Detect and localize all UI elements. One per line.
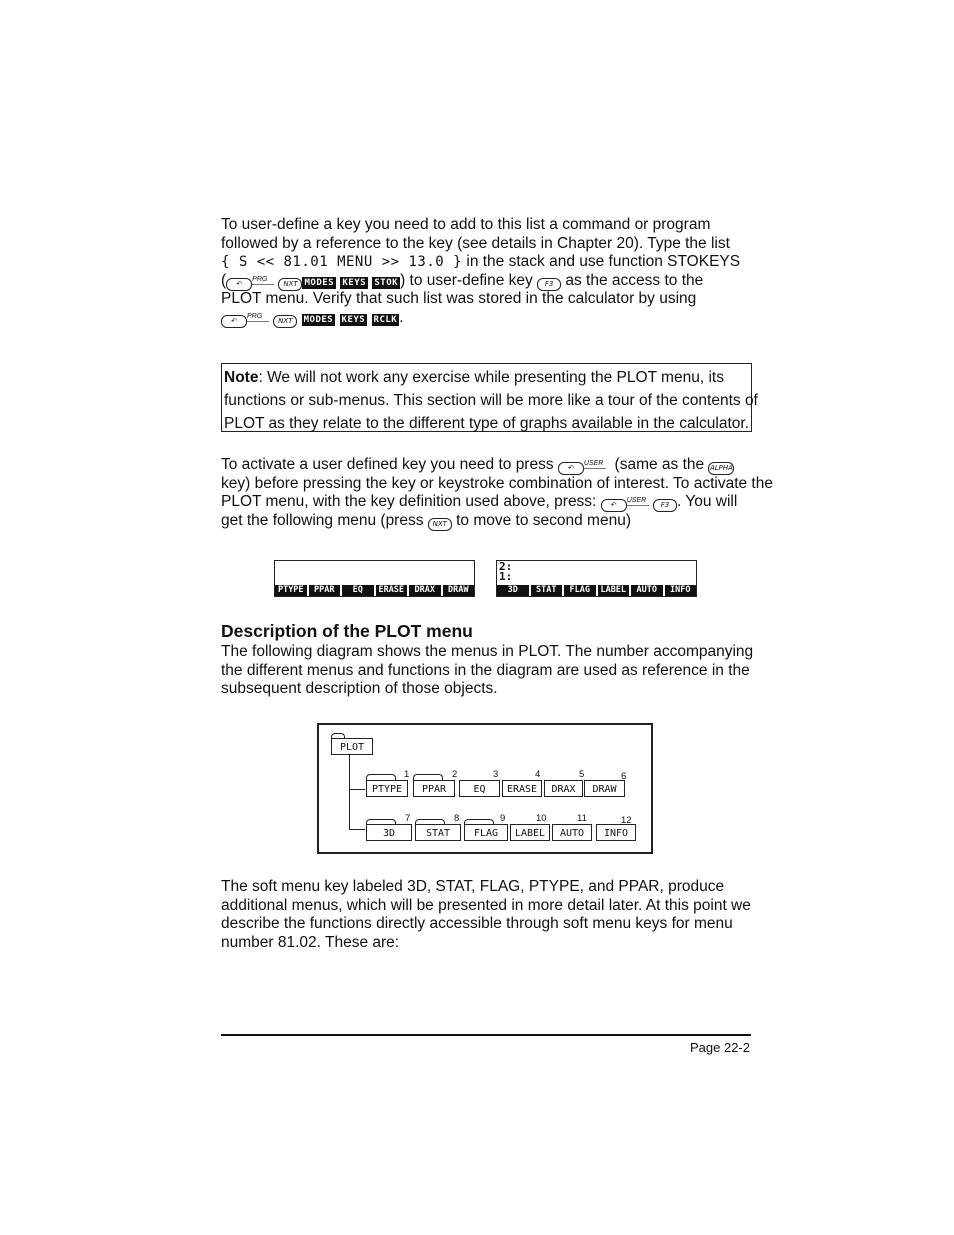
- text-line: [221, 309, 756, 328]
- diagram-number: 7: [405, 813, 411, 824]
- text-fragment: ) to user-define key: [400, 271, 533, 289]
- connector-line: [349, 789, 365, 790]
- diagram-number: 11: [577, 813, 587, 824]
- menu-auto: AUTO: [631, 585, 663, 596]
- diagram-node-eq: EQ: [459, 780, 500, 797]
- diagram-number: 6: [621, 771, 627, 782]
- text-line: functions or sub-menus. This section will be more like a tour of the contents of: [224, 392, 758, 409]
- menu-ppar: PPAR: [309, 585, 341, 596]
- text-line: [221, 456, 756, 475]
- stack-level-2: 2:: [499, 560, 513, 573]
- nxt-key-icon: NXT: [273, 315, 297, 328]
- connector-line: [349, 755, 350, 830]
- text-fragment: . You will: [677, 493, 738, 511]
- diagram-node-3d: 3D: [366, 824, 412, 841]
- diagram-node-ppar: PPAR: [413, 780, 455, 797]
- text-fragment: To activate a user defined key you need to press: [221, 456, 554, 473]
- note-text: [224, 366, 758, 435]
- menu-label: LABEL: [598, 585, 630, 596]
- nxt-key-icon: NXT: [278, 278, 302, 291]
- footer-rule: [221, 1034, 751, 1036]
- text-line: [221, 512, 756, 531]
- menu-info: INFO: [665, 585, 697, 596]
- paragraph-diagram-intro: [221, 643, 756, 699]
- text-line: [221, 253, 756, 272]
- section-heading: Description of the PLOT menu: [221, 621, 473, 641]
- menu-3d: 3D: [497, 585, 529, 596]
- prg-key-label: PRG: [252, 276, 274, 285]
- text-line: The soft menu key labeled 3D, STAT, FLAG, PTYPE, and PPAR, produce: [221, 878, 725, 895]
- text-fragment: to move to second menu): [456, 511, 631, 529]
- diagram-number: 10: [536, 813, 547, 824]
- menu-eq: EQ: [342, 585, 374, 596]
- diagram-number: 12: [621, 815, 632, 826]
- user-key-label: USER: [627, 497, 649, 506]
- diagram-node-erase: ERASE: [502, 780, 542, 797]
- diagram-number: 5: [579, 769, 585, 780]
- text-fragment: PLOT menu, with the key definition used above, press:: [221, 493, 597, 511]
- user-key-label: USER: [584, 460, 606, 469]
- text-line: additional menus, which will be presented in more detail later. At this point we: [221, 896, 751, 914]
- text-fragment: .: [399, 308, 404, 326]
- connector-line: [349, 829, 365, 830]
- text-line: describe the functions directly accessible through soft menu keys for menu: [221, 915, 733, 933]
- menu-flag: FLAG: [564, 585, 596, 596]
- nxt-key-icon: NXT: [428, 518, 452, 531]
- text-fragment: as the access to the: [561, 271, 704, 289]
- menu-erase: ERASE: [376, 585, 408, 596]
- page-number: Page 22-2: [690, 1040, 750, 1055]
- diagram-number: 2: [452, 769, 458, 780]
- menu-stat: STAT: [531, 585, 563, 596]
- note-label: Note: [224, 369, 259, 386]
- text-line: To user-define a key you need to add to this list a command or program: [221, 216, 711, 233]
- keys-softkey-icon: KEYS: [341, 314, 366, 325]
- soft-menu-bar: [497, 585, 696, 596]
- diagram-node-plot: PLOT: [331, 738, 373, 755]
- text-fragment: get the following menu (press: [221, 511, 424, 529]
- text-line: PLOT as they relate to the different type of graphs available in the calculator.: [224, 415, 750, 432]
- plot-menu-diagram: [317, 723, 653, 854]
- text-line: [221, 493, 756, 512]
- text-line: [221, 272, 756, 291]
- stok-softkey-icon: STOK: [374, 277, 399, 288]
- paragraph-soft-menu-keys: [221, 878, 756, 952]
- text-line: number 81.02. These are:: [221, 933, 400, 951]
- text-line: key) before pressing the key or keystroke combination of interest. To activate the: [221, 474, 773, 492]
- calculator-screen-2: [496, 560, 697, 597]
- diagram-node-auto: AUTO: [552, 824, 592, 841]
- prg-key-label: PRG: [247, 313, 269, 322]
- text-line: [224, 366, 750, 389]
- text-fragment: (same as the: [614, 456, 705, 473]
- menu-draw: DRAW: [443, 585, 475, 596]
- diagram-number: 9: [500, 813, 506, 824]
- diagram-node-info: INFO: [596, 824, 636, 841]
- text-line: the different menus and functions in the diagram are used as reference in the: [221, 661, 750, 679]
- diagram-number: 3: [493, 769, 499, 780]
- diagram-node-drax: DRAX: [544, 780, 583, 797]
- modes-softkey-icon: MODES: [303, 314, 334, 325]
- diagram-number: 4: [535, 769, 541, 780]
- text-line: PLOT menu. Verify that such list was stored in the calculator by using: [221, 290, 697, 308]
- diagram-number: 8: [454, 813, 460, 824]
- left-shift-key-icon: ↶: [558, 462, 584, 475]
- diagram-node-label: LABEL: [510, 824, 550, 841]
- stack-level-1: 1:: [499, 570, 513, 583]
- alpha-key-icon: ALPHA: [708, 462, 734, 475]
- diagram-node-ptype: PTYPE: [366, 780, 408, 797]
- diagram-node-flag: FLAG: [464, 824, 508, 841]
- text-line: followed by a reference to the key (see details in Chapter 20). Type the list: [221, 234, 730, 252]
- f3-key-icon: F3: [653, 499, 677, 512]
- paragraph-activate-key: [221, 456, 773, 530]
- code-list: { S << 81.01 MENU >> 13.0 }: [221, 254, 463, 271]
- text-line: The following diagram shows the menus in PLOT. The number accompanying: [221, 643, 754, 660]
- diagram-node-draw: DRAW: [584, 780, 625, 797]
- calculator-screen-1: [274, 560, 475, 597]
- left-shift-key-icon: ↶: [226, 278, 252, 291]
- left-shift-key-icon: ↶: [221, 315, 247, 328]
- soft-menu-bar: [275, 585, 474, 596]
- note-box: [221, 363, 758, 432]
- diagram-node-stat: STAT: [415, 824, 461, 841]
- keys-softkey-icon: KEYS: [342, 277, 367, 288]
- left-shift-key-icon: ↶: [601, 499, 627, 512]
- paragraph-user-define-key: [221, 216, 756, 328]
- text-fragment: in the stack and use function STOKEYS: [462, 253, 741, 271]
- menu-drax: DRAX: [409, 585, 441, 596]
- menu-ptype: PTYPE: [275, 585, 307, 596]
- text-line: subsequent description of those objects.: [221, 680, 498, 698]
- modes-softkey-icon: MODES: [304, 277, 335, 288]
- f3-key-icon: F3: [537, 278, 561, 291]
- text-fragment: : We will not work any exercise while presenting the PLOT menu, its: [258, 369, 724, 386]
- diagram-number: 1: [404, 769, 410, 780]
- rclk-softkey-icon: RCLK: [373, 314, 398, 325]
- text-fragment: (: [221, 271, 227, 289]
